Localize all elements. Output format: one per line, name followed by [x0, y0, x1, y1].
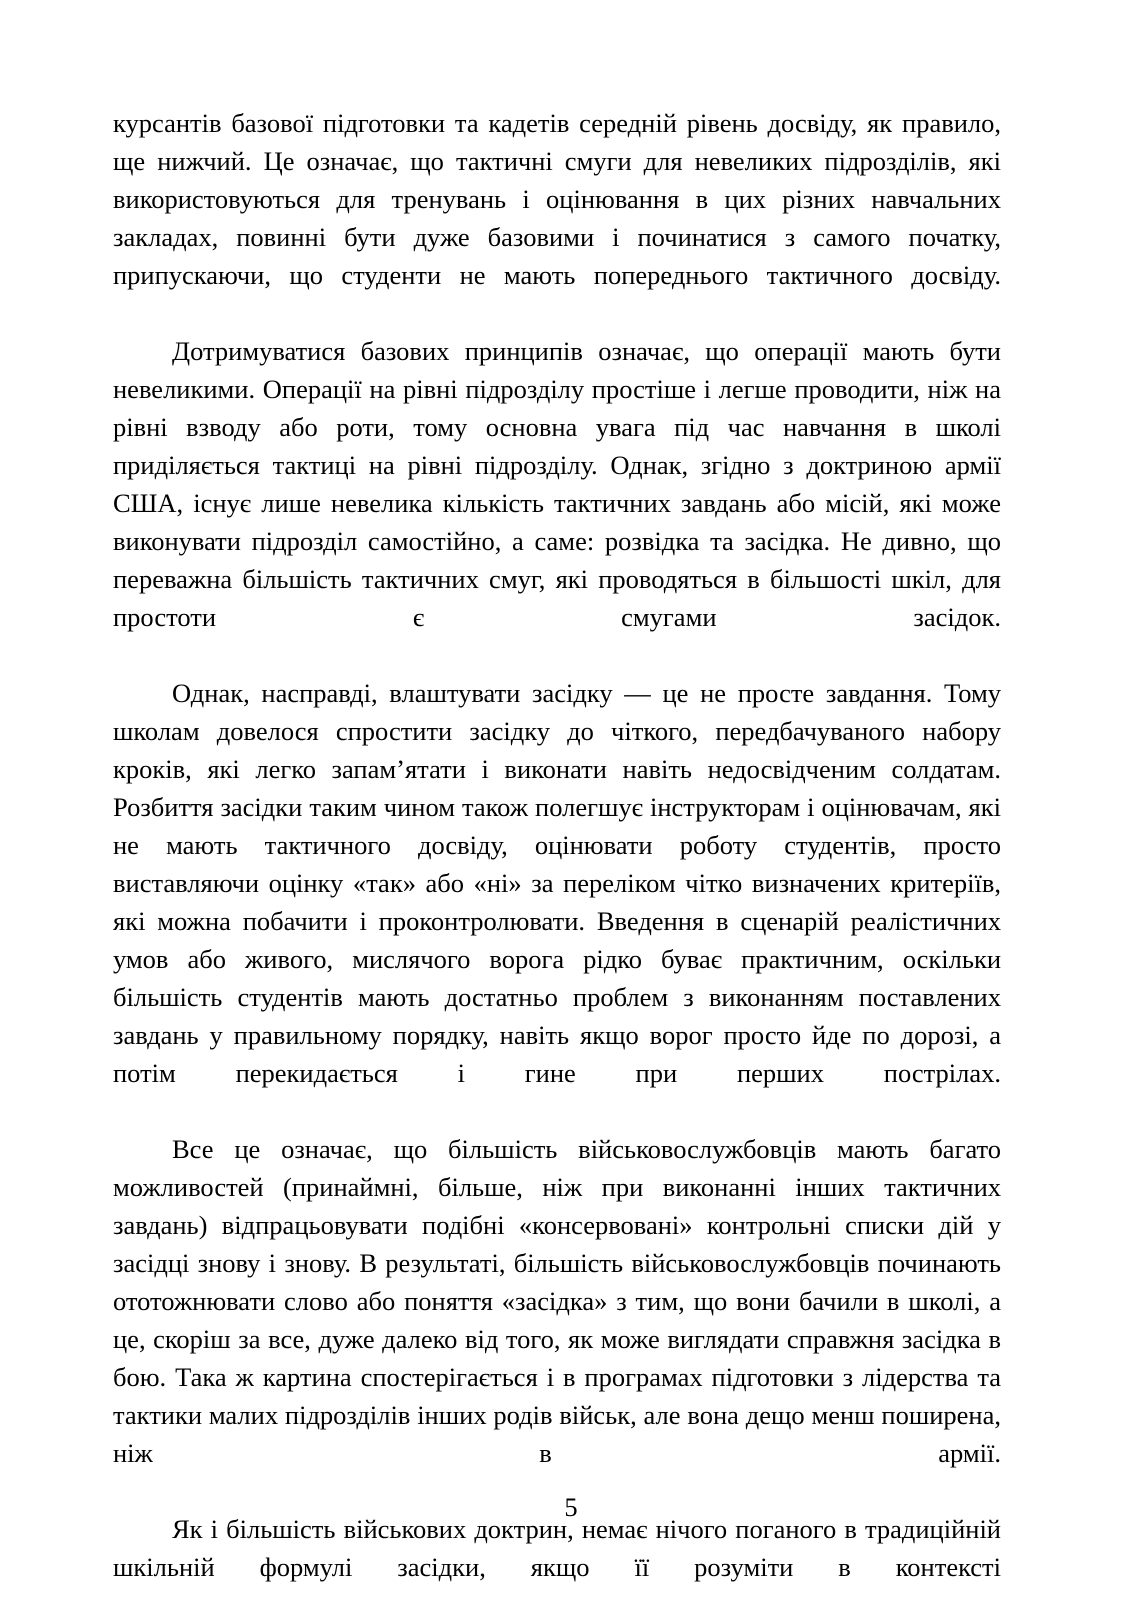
body-paragraph-4: Все це означає, що більшість військовослужбовців мають багато можливостей (принаймні, більше, ніж при виконанні інших тактичних завдань) відпрацьовувати подібні «консервовані» контрольні списки дій у засідці знову і знову. В результаті, більшість військовослужбовців починають ототожнювати слово або поняття «засідка» з тим, що вони бачили в школі, а це, скоріш за все, дуже далеко від того, як може виглядати справжня засідка в бою. Така ж картина спостерігається і в програмах підготовки з лідерства та тактики малих підрозділів інших родів військ, але вона дещо менш поширена, ніж в армії.: [113, 1134, 1001, 1468]
body-paragraph-5: Як і більшість військових доктрин, немає нічого поганого в традиційній шкільній формулі засідки, якщо її розуміти в контексті: [113, 1514, 1001, 1582]
body-text-column: [113, 104, 1001, 1615]
page-number: 5: [564, 1492, 578, 1522]
body-paragraph-3: Однак, насправді, влаштувати засідку — це не просте завдання. Тому школам довелося спростити засідку до чіткого, передбачуваного набору кроків, які легко запам’ятати і виконати навіть недосвідченим солдатам. Розбиття засідки таким чином також полегшує інструкторам і оцінювачам, які не мають тактичного досвіду, оцінювати роботу студентів, просто виставляючи оцінку «так» або «ні» за переліком чітко визначених критеріїв, які можна побачити і проконтролювати. Введення в сценарій реалістичних умов або живого, мислячого ворога рідко буває практичним, оскільки більшість студентів мають достатньо проблем з виконанням поставлених завдань у правильному порядку, навіть якщо ворог просто йде по дорозі, а потім перекидається і гине при перших пострілах.: [113, 678, 1001, 1088]
body-paragraph-2: Дотримуватися базових принципів означає, що операції мають бути невеликими. Операції на рівні підрозділу простіше і легше проводити, ніж на рівні взводу або роти, тому основна увага під час навчання в школі приділяється тактиці на рівні підрозділу. Однак, згідно з доктриною армії США, існує лише невелика кількість тактичних завдань або місій, які може виконувати підрозділ самостійно, а саме: розвідка та засідка. Не дивно, що переважна більшість тактичних смуг, які проводяться в більшості шкіл, для простоти є смугами засідок.: [113, 336, 1001, 632]
body-paragraph-continuation: курсантів базової підготовки та кадетів середній рівень досвіду, як правило, ще нижчий. Це означає, що тактичні смуги для невеликих підрозділів, які використовуються для тренувань і оцінювання в цих різних навчальних закладах, повинні бути дуже базовими і починатися з самого початку, припускаючи, що студенти не мають попереднього тактичного досвіду.: [113, 108, 1001, 290]
